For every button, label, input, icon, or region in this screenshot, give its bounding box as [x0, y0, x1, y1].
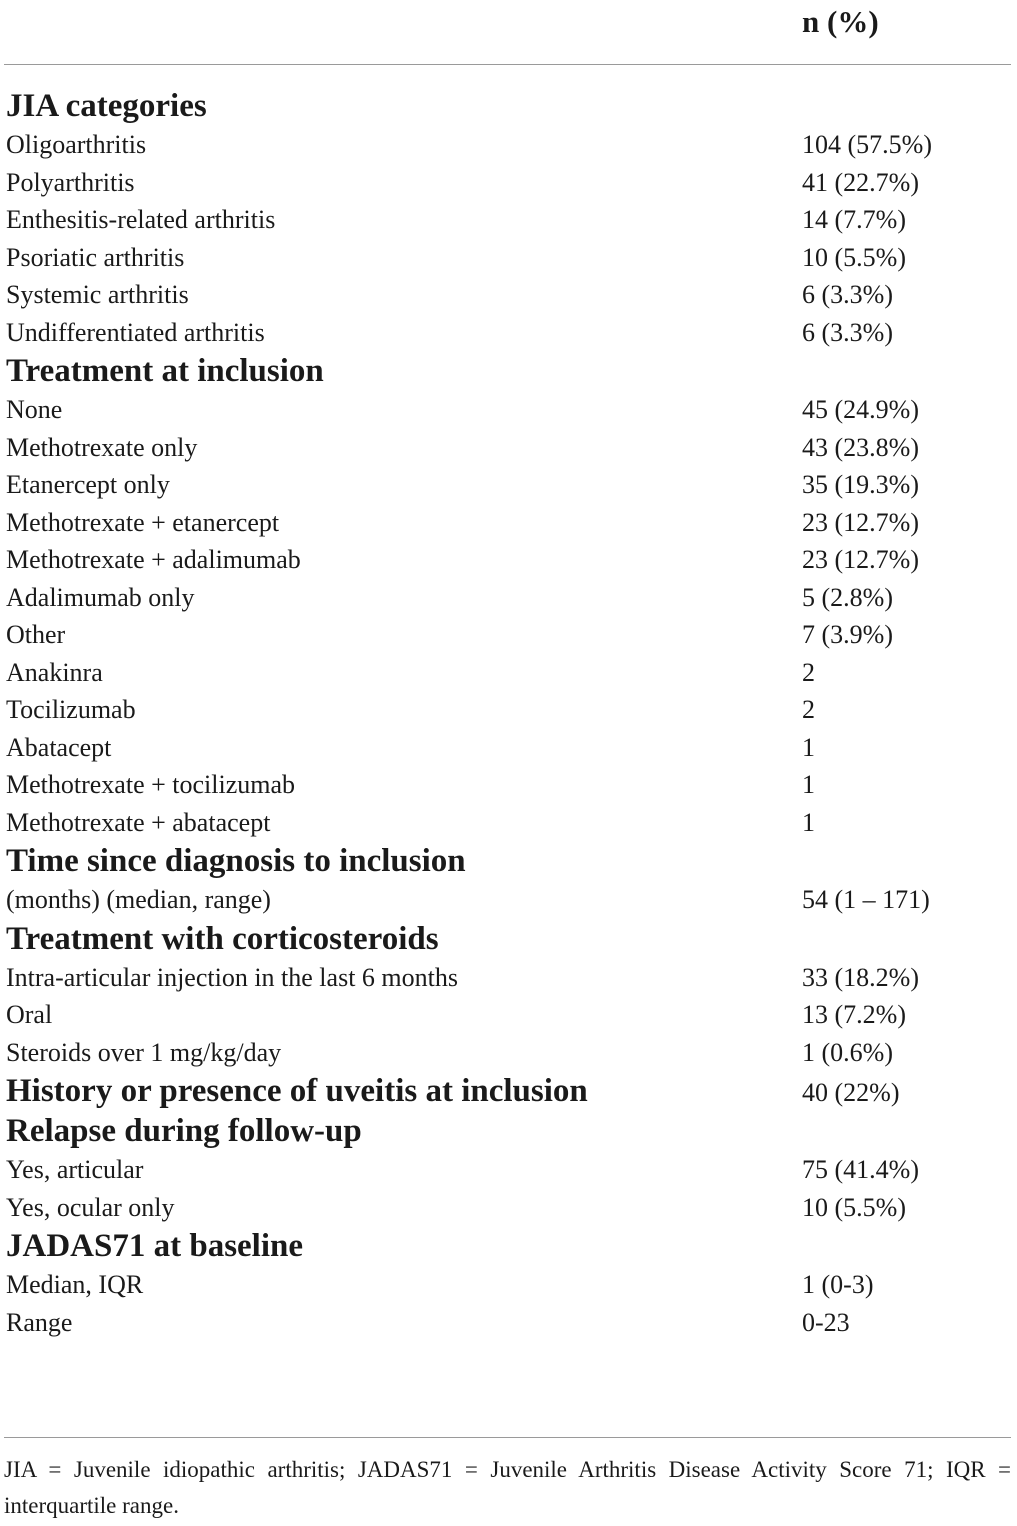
section-header-row [6, 86, 1011, 126]
table-row [6, 239, 1011, 277]
section-title: Time since diagnosis to inclusion [6, 843, 466, 879]
row-value: 1 [802, 770, 815, 799]
table-row [6, 1266, 1011, 1304]
row-value: 75 (41.4%) [802, 1155, 919, 1184]
row-label: Abatacept [6, 732, 112, 762]
footer-divider [4, 1437, 1011, 1438]
section-header-row [6, 841, 1011, 881]
row-value: 33 (18.2%) [802, 962, 919, 992]
table-row [6, 996, 1011, 1034]
row-value: 0-23 [802, 1307, 850, 1337]
section-header-row [6, 919, 1011, 959]
header-divider [4, 64, 1011, 65]
table-row [6, 1151, 1011, 1189]
table-row [6, 164, 1011, 202]
row-value: 35 (19.3%) [802, 470, 919, 499]
table-row [6, 804, 1011, 842]
row-value: 40 (22%) [802, 1078, 900, 1107]
row-value: 2 [802, 657, 815, 687]
row-label: Methotrexate + abatacept [6, 807, 271, 837]
row-label: Tocilizumab [6, 695, 136, 724]
table-row [6, 314, 1011, 352]
row-label: Methotrexate + adalimumab [6, 545, 301, 574]
row-value: 14 (7.7%) [802, 205, 906, 234]
table-row [6, 201, 1011, 239]
section-title: JIA categories [6, 88, 207, 124]
row-label: None [6, 395, 63, 424]
row-value: 45 (24.9%) [802, 395, 919, 424]
row-value: 41 (22.7%) [802, 167, 919, 197]
section-header-row [6, 1226, 1011, 1266]
table-row [6, 276, 1011, 314]
table-row [6, 959, 1011, 997]
table-row [6, 691, 1011, 729]
table-body [6, 86, 1011, 1341]
row-label: Systemic arthritis [6, 280, 189, 309]
table-row [6, 766, 1011, 804]
table-row [6, 429, 1011, 467]
row-label: Adalimumab only [6, 582, 195, 612]
table-row [6, 579, 1011, 617]
table-footnote: JIA = Juvenile idiopathic arthritis; JADAS71 = Juvenile Arthritis Disease Activity Score 71; IQR = interquartile range. [4, 1457, 1011, 1518]
table-row [6, 504, 1011, 542]
row-value: 7 (3.9%) [802, 620, 893, 649]
row-label: Psoriatic arthritis [6, 242, 185, 272]
table-row [6, 126, 1011, 164]
row-value: 1 (0.6%) [802, 1037, 893, 1067]
row-label: Intra-articular injection in the last 6 months [6, 962, 458, 992]
table-row [6, 1034, 1011, 1072]
table-row [6, 1304, 1011, 1342]
section-title: Treatment at inclusion [6, 353, 324, 389]
section-header-row [6, 1071, 1011, 1111]
table-row [6, 391, 1011, 429]
row-value: 23 (12.7%) [802, 507, 919, 537]
table-row [6, 881, 1011, 919]
table-row [6, 541, 1011, 579]
section-header-row [6, 351, 1011, 391]
row-value: 6 (3.3%) [802, 317, 893, 347]
row-value: 1 [802, 732, 815, 762]
row-value: 2 [802, 695, 815, 724]
row-label: Yes, articular [6, 1155, 144, 1184]
row-label: Median, IQR [6, 1270, 144, 1299]
table-row [6, 654, 1011, 692]
row-label: Steroids over 1 mg/kg/day [6, 1037, 282, 1067]
row-label: Other [6, 620, 66, 649]
row-value: 43 (23.8%) [802, 432, 919, 462]
row-label: Enthesitis-related arthritis [6, 205, 276, 234]
row-value: 1 (0-3) [802, 1270, 874, 1299]
row-value: 10 (5.5%) [802, 1192, 906, 1222]
row-value: 5 (2.8%) [802, 582, 893, 612]
row-label: Range [6, 1307, 73, 1337]
row-label: Oligoarthritis [6, 130, 147, 159]
row-label: Undifferentiated arthritis [6, 317, 265, 347]
row-label: Polyarthritis [6, 167, 135, 197]
row-label: Methotrexate only [6, 432, 198, 462]
section-title: History or presence of uveitis at inclusion [6, 1073, 588, 1109]
row-label: Oral [6, 1000, 53, 1029]
table-row [6, 616, 1011, 654]
row-value: 1 [802, 807, 815, 837]
row-value: 104 (57.5%) [802, 130, 932, 159]
row-label: Methotrexate + etanercept [6, 507, 280, 537]
column-header-n-percent: n (%) [802, 4, 879, 39]
row-label: Etanercept only [6, 470, 170, 499]
row-label: Anakinra [6, 657, 103, 687]
table-row [6, 729, 1011, 767]
row-value: 13 (7.2%) [802, 1000, 906, 1029]
table-row [6, 466, 1011, 504]
section-header-row [6, 1111, 1011, 1151]
row-label: Methotrexate + tocilizumab [6, 770, 296, 799]
row-value: 23 (12.7%) [802, 545, 919, 574]
row-value: 6 (3.3%) [802, 280, 893, 309]
row-label: (months) (median, range) [6, 885, 271, 914]
row-label: Yes, ocular only [6, 1192, 175, 1222]
row-value: 10 (5.5%) [802, 242, 906, 272]
table-row [6, 1189, 1011, 1227]
section-title: JADAS71 at baseline [6, 1228, 304, 1264]
row-value: 54 (1 – 171) [802, 885, 930, 914]
section-title: Relapse during follow-up [6, 1113, 362, 1149]
section-title: Treatment with corticosteroids [6, 920, 439, 957]
